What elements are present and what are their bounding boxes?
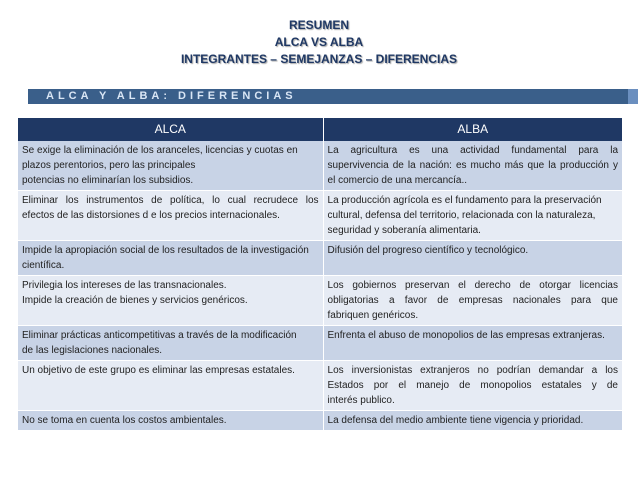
cell-alca <box>18 241 323 276</box>
cell-text-line: La defensa del medio ambiente tiene vigencia y prioridad. <box>327 415 584 426</box>
table-row <box>18 411 622 431</box>
cell-text-line: efectos de las distorsiones d e los precios internacionales. <box>22 210 280 221</box>
cell-text-line: Los inversionistas extranjeros no podrían demandar a los <box>327 365 618 376</box>
table-row <box>18 276 622 326</box>
comparison-table <box>18 118 622 431</box>
header-alba: ALBA <box>323 118 622 141</box>
cell-text-line: Un objetivo de este grupo es eliminar las empresas estatales. <box>22 365 295 376</box>
title-line-3: INTEGRANTES – SEMEJANZAS – DIFERENCIAS <box>180 52 458 66</box>
cell-text-line: fabriquen genéricos. <box>327 310 419 321</box>
header-alca: ALCA <box>18 118 323 141</box>
cell-text-line: Difusión del progreso científico y tecnológico. <box>327 245 529 256</box>
cell-alba <box>323 361 622 411</box>
table-row <box>18 141 622 191</box>
section-bar <box>28 89 638 104</box>
cell-text-line: La producción agrícola es el fundamento para la preservación <box>327 195 602 206</box>
slide-title <box>0 17 638 68</box>
table-row <box>18 326 622 361</box>
cell-alca <box>18 141 323 191</box>
cell-text-line: La agricultura es una actividad fundamental para la <box>327 145 618 156</box>
table-body <box>18 141 622 431</box>
cell-text-line: Eliminar prácticas anticompetitivas a través de la modificación <box>22 330 297 341</box>
cell-alba <box>323 141 622 191</box>
cell-text-line: obligatorias a favor de empresas nacionales para que <box>327 295 618 306</box>
cell-text-line: Impide la apropiación social de los resultados de la investigación <box>22 245 309 256</box>
cell-alca <box>18 411 323 431</box>
table-row <box>18 191 622 241</box>
cell-text-line: supervivencia de la nación: es mucho más que la producción y <box>327 160 618 171</box>
cell-text-line: científica. <box>22 260 65 271</box>
table-row <box>18 361 622 411</box>
cell-alca <box>18 276 323 326</box>
title-line-1: RESUMEN <box>288 18 349 32</box>
cell-text-line: Enfrenta el abuso de monopolios de las empresas extranjeras. <box>327 330 605 341</box>
cell-alca <box>18 361 323 411</box>
cell-alba <box>323 276 622 326</box>
cell-alba <box>323 191 622 241</box>
cell-text-line: Estados por el manejo de monopolios estatales y de <box>327 380 618 391</box>
cell-text-line: de las legislaciones nacionales. <box>22 345 163 356</box>
cell-alba <box>323 241 622 276</box>
cell-text-line: seguridad y soberanía alimentaria. <box>327 225 481 236</box>
cell-text-line: Los gobiernos preservan el derecho de otorgar licencias <box>327 280 618 291</box>
title-line-2: ALCA VS ALBA <box>274 35 364 49</box>
cell-text-line: No se toma en cuenta los costos ambientales. <box>22 415 227 426</box>
table-row <box>18 241 622 276</box>
cell-text-line: el comercio de una mercancía.. <box>327 175 468 186</box>
cell-alca <box>18 326 323 361</box>
cell-text-line: Eliminar los instrumentos de política, lo cual recrudece los <box>22 195 319 206</box>
cell-text-line: cultural, defensa del territorio, relacionada con la naturaleza, <box>327 210 596 221</box>
accent-block <box>628 89 638 104</box>
cell-alca <box>18 191 323 241</box>
cell-text-line: Se exige la eliminación de los aranceles, licencias y cuotas en <box>22 145 298 156</box>
table-header-row <box>18 118 622 141</box>
cell-text-line: Impide la creación de bienes y servicios genéricos. <box>22 295 248 306</box>
cell-text-line: Privilegia los intereses de las transnacionales. <box>22 280 227 291</box>
section-label: ALCA Y ALBA: DIFERENCIAS <box>46 90 297 102</box>
cell-alba <box>323 326 622 361</box>
cell-text-line: plazos perentorios, pero las principales <box>22 160 196 171</box>
cell-text-line: interés publico. <box>327 395 395 406</box>
cell-text-line: potencias no eliminarían los subsidios. <box>22 175 194 186</box>
cell-alba <box>323 411 622 431</box>
